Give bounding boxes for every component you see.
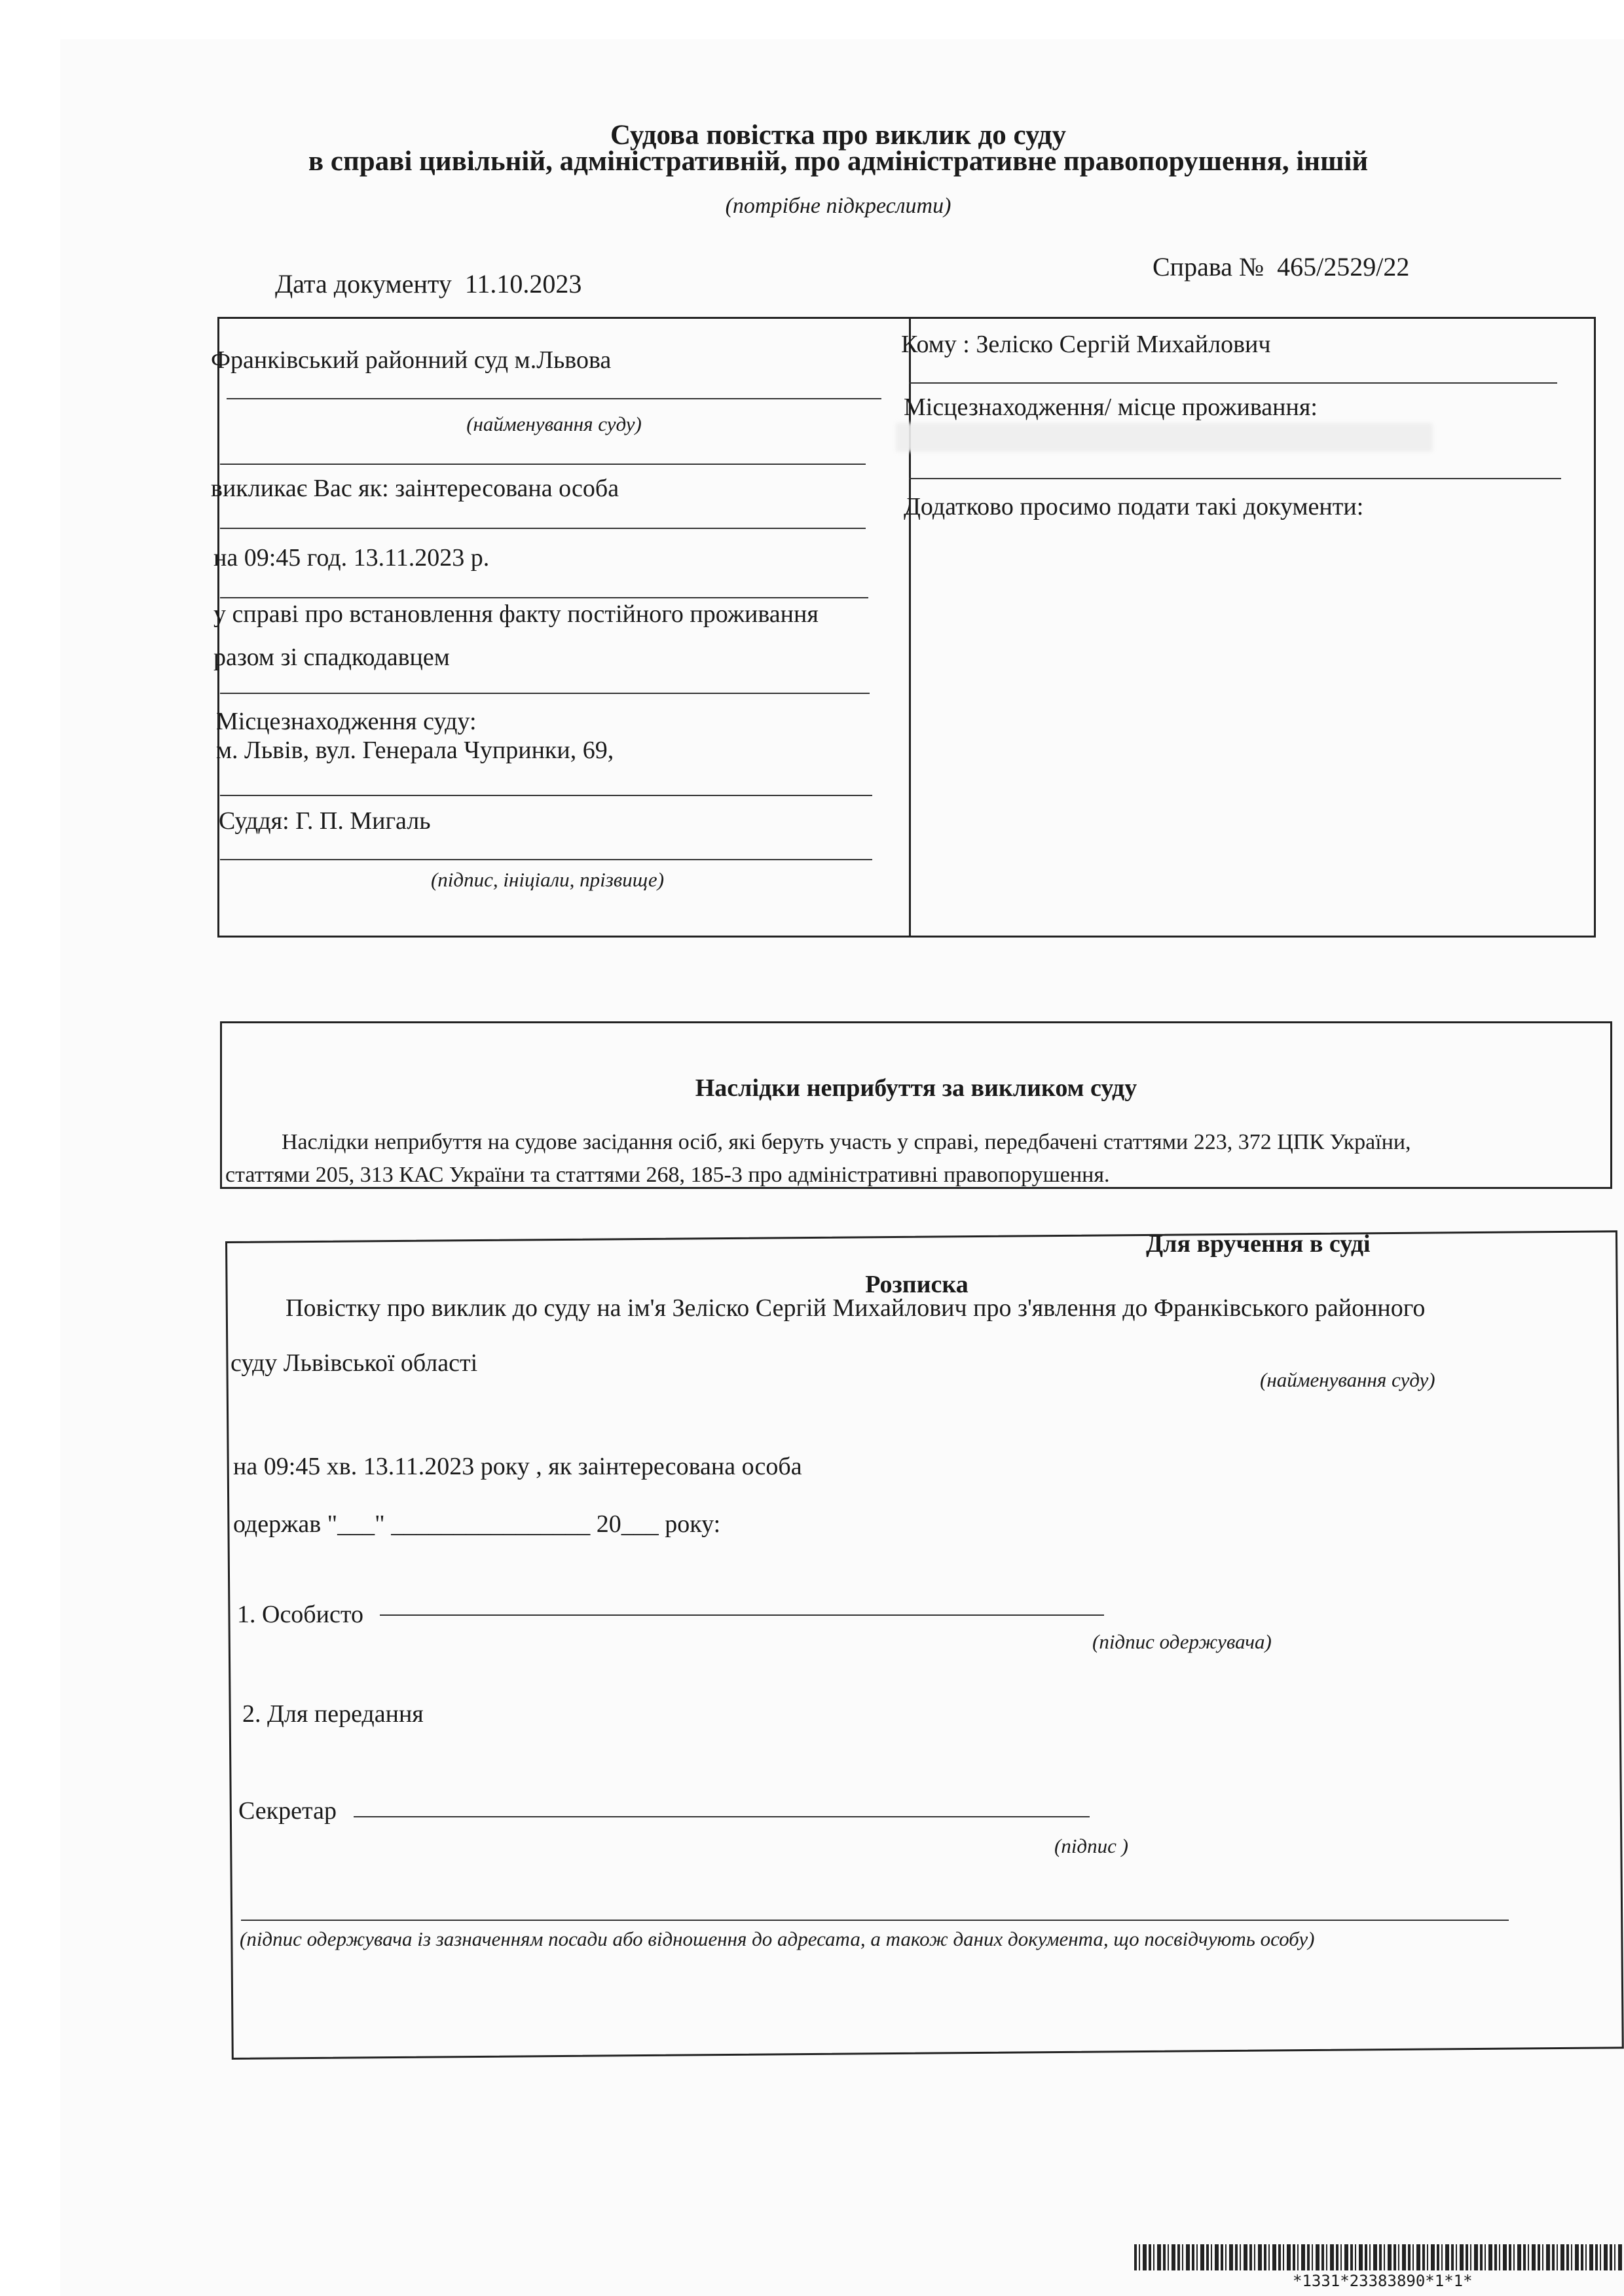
case-label: Справа № [1153,252,1264,282]
bottom-signature-line [241,1920,1509,1921]
case-number-field [1153,251,1409,282]
doc-date-field [275,268,581,299]
residence-label: Місцезнаходження/ місце проживання: [904,393,1318,421]
barcode [1134,2244,1624,2270]
divider-line-2 [220,528,866,529]
receipt-title: Розписка [865,1271,969,1298]
doc-date-label: Дата документу [275,269,452,299]
court-name: Франківський районний суд м.Львова [211,346,612,374]
called-as: викликає Вас як: заінтересована особа [211,475,619,502]
court-location: м. Львів, вул. Генерала Чупринки, 69, [216,737,614,764]
personally-signature-line [380,1614,1104,1616]
judge-signature-line [220,859,872,860]
doc-date-value: 11.10.2023 [464,269,582,299]
case-number: 465/2529/22 [1277,252,1410,282]
for-transfer-label: 2. Для передання [242,1700,424,1728]
document-title: Судова повістка про виклик до суду [610,120,1067,151]
judge-caption: (підпис, ініціали, прізвище) [430,868,665,891]
divider-line-3 [220,597,868,598]
recipient-line [909,382,1557,384]
case-subject-line2: разом зі спадкодавцем [213,644,450,671]
extra-documents-label: Додатково просимо подати такі документи: [904,493,1364,520]
court-location-label: Місцезнаходження суду: [216,708,477,735]
consequences-title: Наслідки неприбуття за викликом суду [695,1074,1137,1102]
case-subject-line1: у справі про встановлення факту постійного проживання [213,600,819,628]
receipt-line1: Повістку про виклик до суду на ім'я Зеліско Сергій Михайлович про з'явлення до Франківського районного [286,1294,1426,1322]
secretary-label: Секретар [238,1797,337,1825]
redacted-address [896,423,1433,452]
barcode-text: *1331*23383890*1*1* [1293,2272,1473,2290]
judge-name: Суддя: Г. П. Мигаль [219,807,431,835]
divider-line-1 [220,464,866,465]
received-date-line: одержав "___" ________________ 20___ року: [233,1510,721,1538]
bottom-signature-caption: (підпис одержувача із зазначенням посади або відношення до адресата, а також даних документа, що посвідчують особу) [240,1927,1315,1950]
court-name-line [227,398,881,399]
recipient-name: Кому : Зеліско Сергій Михайлович [901,331,1271,358]
consequences-text-line1: Наслідки неприбуття на судове засідання осіб, які беруть участь у справі, передбачені статтями 223, 372 ЦПК України, [282,1130,1411,1154]
hearing-time: на 09:45 год. 13.11.2023 р. [213,544,490,572]
document-subtitle: в справі цивільній, адміністративній, про адміністративне правопорушення, іншій [308,146,1369,177]
court-caption: (найменування суду) [466,412,642,435]
residence-line [909,478,1561,479]
secretary-signature-line [354,1816,1090,1817]
personally-label: 1. Особисто [237,1601,363,1628]
recipient-signature-caption: (підпис одержувача) [1092,1630,1272,1653]
receipt-time-line: на 09:45 хв. 13.11.2023 року , як заінтересована особа [233,1453,802,1480]
receipt-court-caption: (найменування суду) [1260,1368,1435,1391]
title-note: (потрібне підкреслити) [725,194,951,218]
secretary-signature-caption: (підпис ) [1054,1834,1128,1857]
divider-line-4 [220,693,870,694]
receipt-line2: суду Львівської області [231,1349,478,1377]
for-court-delivery: Для вручення в суді [1146,1230,1371,1258]
consequences-text-line2: статтями 205, 313 КАС України та статтями 268, 185-3 про адміністративні правопорушення. [225,1163,1110,1187]
divider-line-5 [220,795,872,796]
